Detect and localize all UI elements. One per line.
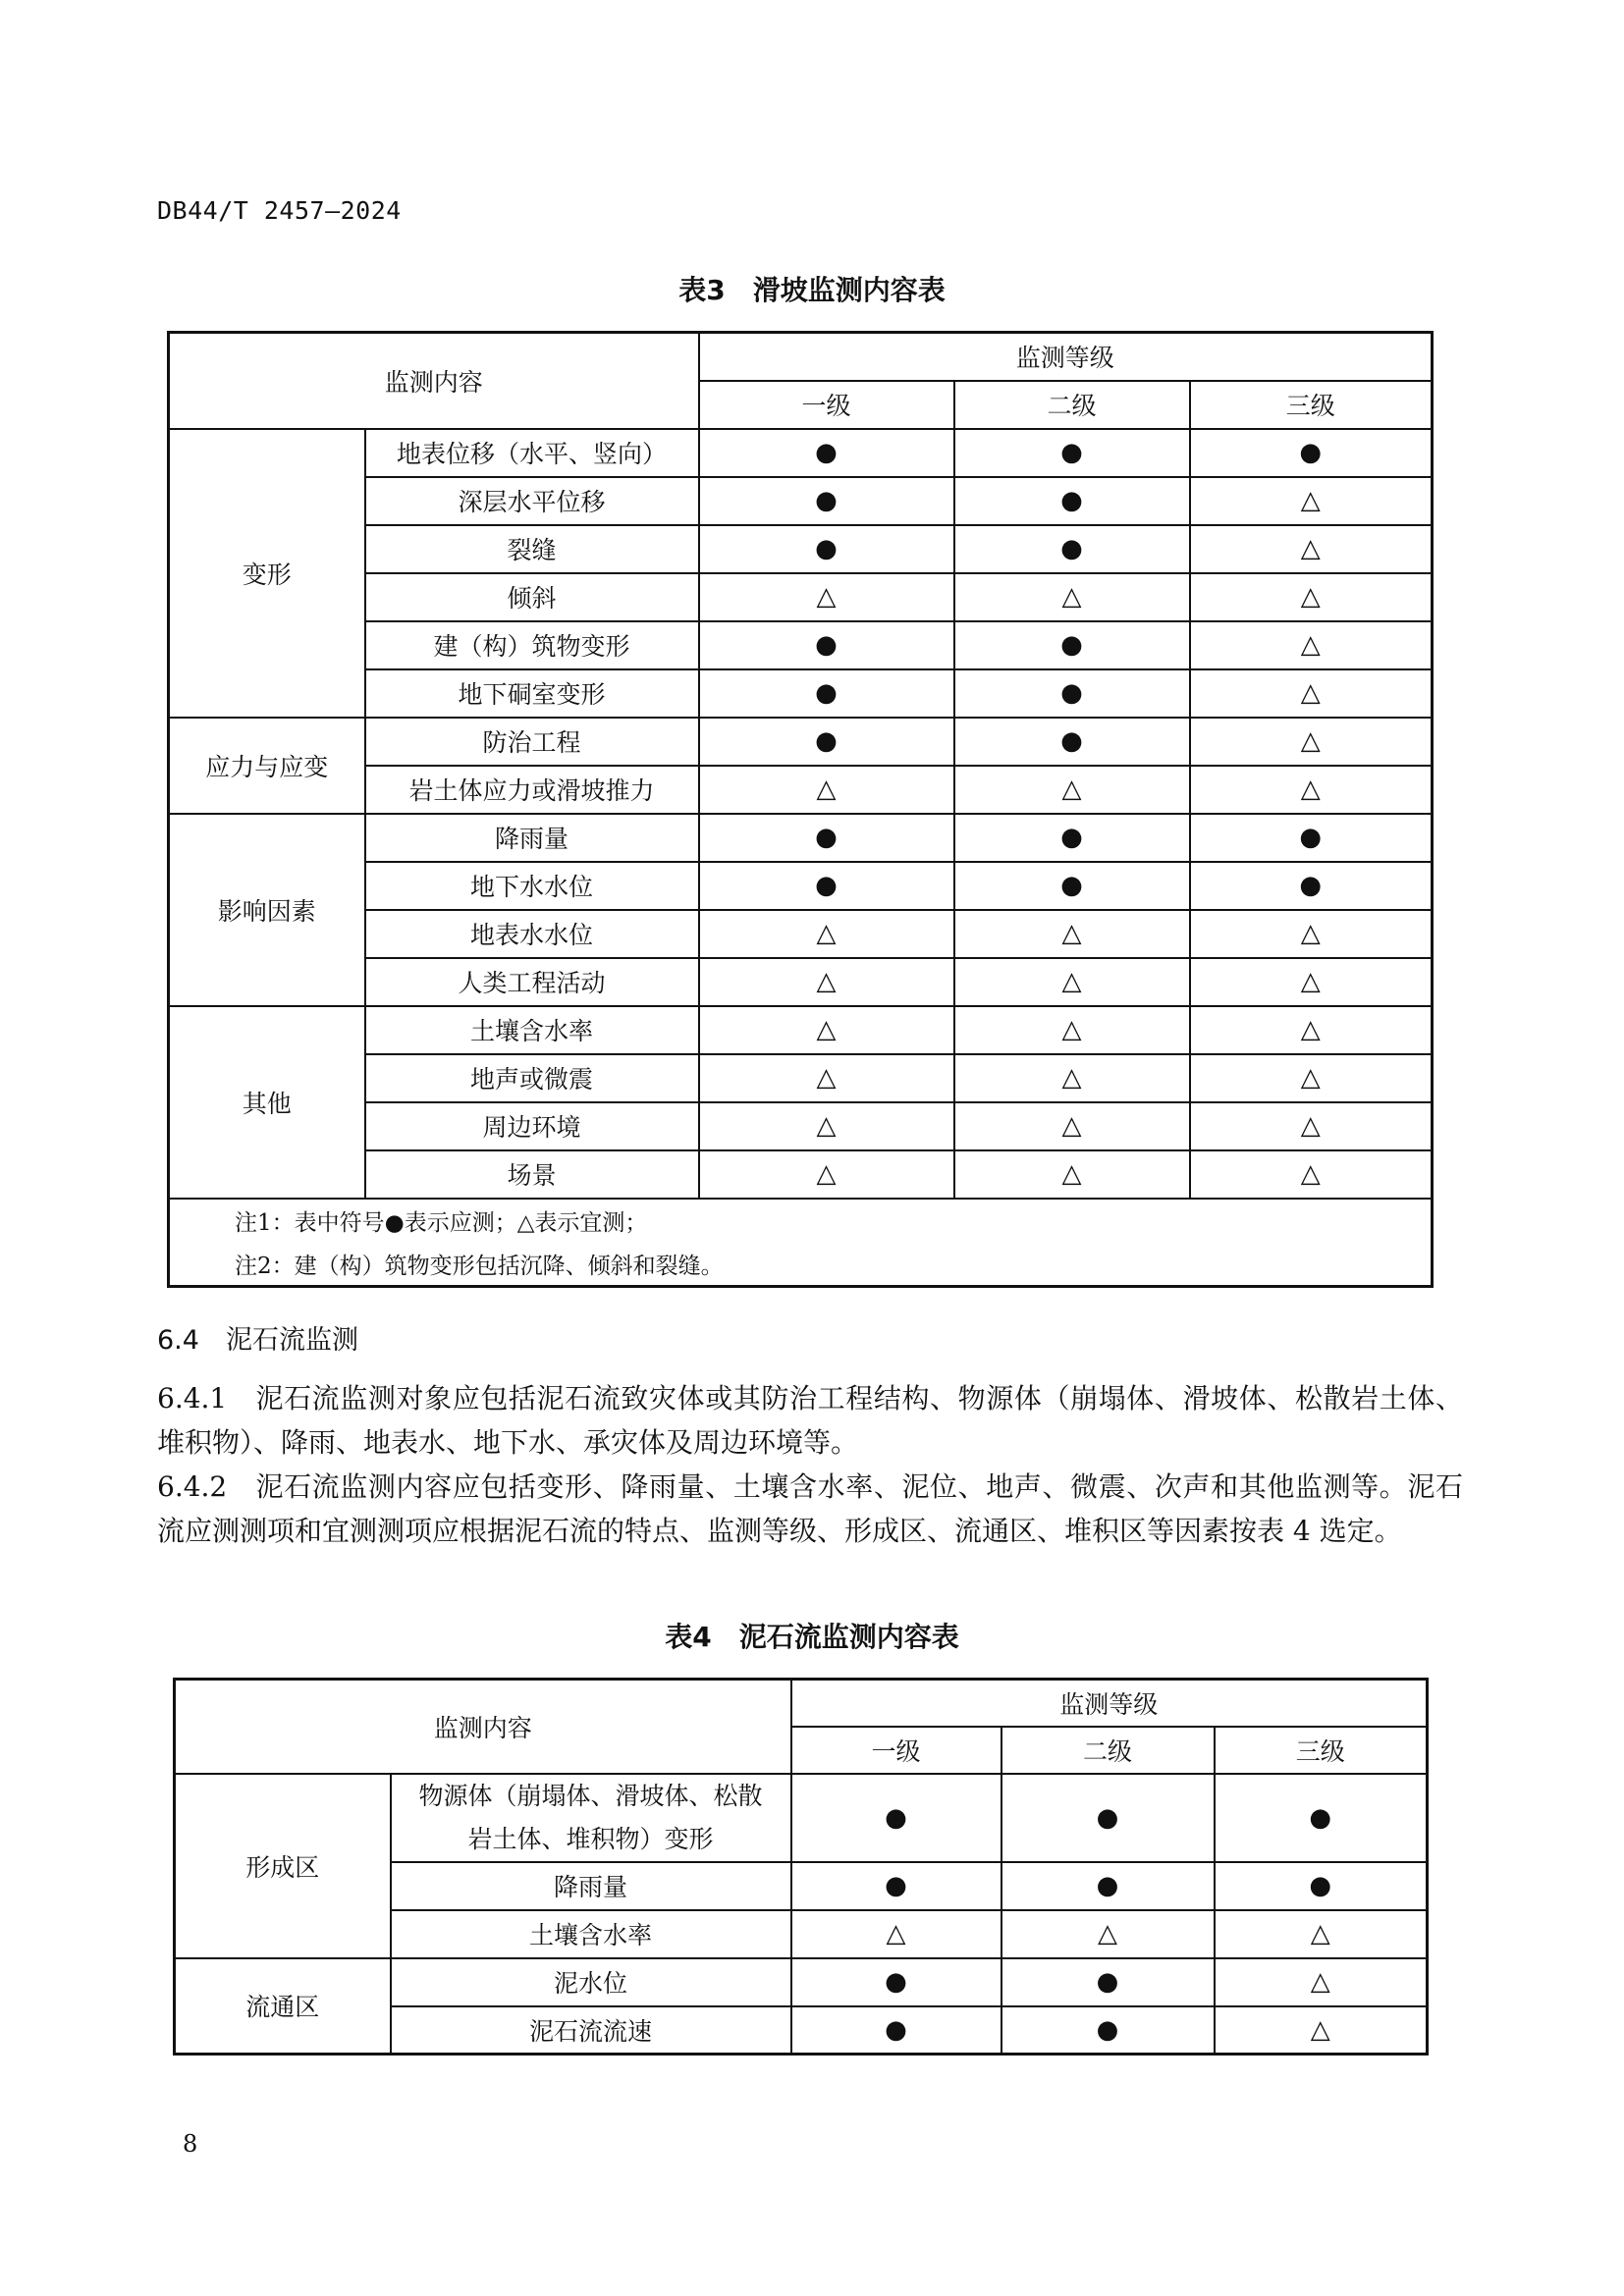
optional-mark: △ bbox=[1190, 525, 1433, 573]
required-mark: ● bbox=[699, 621, 954, 669]
optional-mark: △ bbox=[699, 573, 954, 621]
optional-mark: △ bbox=[1001, 1910, 1215, 1958]
optional-mark: △ bbox=[954, 1006, 1190, 1054]
header-monitoring-content: 监测内容 bbox=[169, 333, 699, 429]
optional-mark: △ bbox=[699, 1006, 954, 1054]
optional-mark: △ bbox=[954, 766, 1190, 814]
required-mark: ● bbox=[699, 429, 954, 477]
item-label: 倾斜 bbox=[365, 573, 699, 621]
item-label: 土壤含水率 bbox=[365, 1006, 699, 1054]
item-label: 防治工程 bbox=[365, 718, 699, 766]
header-row bbox=[169, 333, 1433, 381]
optional-mark: △ bbox=[699, 1054, 954, 1102]
item-label: 泥水位 bbox=[391, 1958, 791, 2006]
group-label: 应力与应变 bbox=[169, 718, 365, 814]
optional-mark: △ bbox=[954, 573, 1190, 621]
item-label: 降雨量 bbox=[391, 1862, 791, 1910]
item-label: 地下硐室变形 bbox=[365, 669, 699, 718]
required-mark: ● bbox=[1001, 1774, 1215, 1862]
header-level-1: 一级 bbox=[699, 381, 954, 429]
optional-mark: △ bbox=[1190, 958, 1433, 1006]
header-monitoring-level: 监测等级 bbox=[791, 1680, 1428, 1727]
section-heading-6-4: 6.4 泥石流监测 bbox=[157, 1325, 358, 1356]
required-mark: ● bbox=[1190, 862, 1433, 910]
required-mark: ● bbox=[954, 429, 1190, 477]
table-note: 注2：建（构）筑物变形包括沉降、倾斜和裂缝。 bbox=[169, 1243, 1433, 1287]
required-mark: ● bbox=[791, 1774, 1001, 1862]
item-label: 地下水水位 bbox=[365, 862, 699, 910]
optional-mark: △ bbox=[1215, 1958, 1428, 2006]
optional-mark: △ bbox=[1190, 477, 1433, 525]
header-level-3: 三级 bbox=[1190, 381, 1433, 429]
optional-mark: △ bbox=[1190, 1150, 1433, 1199]
optional-mark: △ bbox=[699, 910, 954, 958]
required-mark: ● bbox=[699, 669, 954, 718]
table3-caption: 表3 滑坡监测内容表 bbox=[678, 274, 946, 306]
required-mark: ● bbox=[954, 718, 1190, 766]
table-row bbox=[175, 1774, 1428, 1862]
optional-mark: △ bbox=[791, 1910, 1001, 1958]
item-label: 地表水水位 bbox=[365, 910, 699, 958]
required-mark: ● bbox=[699, 718, 954, 766]
item-label: 地声或微震 bbox=[365, 1054, 699, 1102]
group-label: 变形 bbox=[169, 429, 365, 718]
optional-mark: △ bbox=[1190, 766, 1433, 814]
required-mark: ● bbox=[954, 862, 1190, 910]
group-label: 影响因素 bbox=[169, 814, 365, 1006]
optional-mark: △ bbox=[1190, 1102, 1433, 1150]
document-id: DB44/T 2457—2024 bbox=[157, 196, 402, 225]
table-row bbox=[175, 1958, 1428, 2006]
required-mark: ● bbox=[699, 477, 954, 525]
optional-mark: △ bbox=[954, 958, 1190, 1006]
optional-mark: △ bbox=[1215, 2006, 1428, 2055]
required-mark: ● bbox=[954, 621, 1190, 669]
table-row bbox=[169, 718, 1433, 766]
page-number: 8 bbox=[183, 2130, 198, 2158]
table-row bbox=[169, 814, 1433, 862]
paragraph-6-4-2: 6.4.2 泥石流监测内容应包括变形、降雨量、土壤含水率、泥位、地声、微震、次声和其他监测等。泥石流应测测项和宜测测项应根据泥石流的特点、监测等级、形成区、流通区、堆积区等因素按表 4 选定。 bbox=[157, 1470, 1463, 1547]
header-monitoring-content: 监测内容 bbox=[175, 1680, 791, 1774]
optional-mark: △ bbox=[954, 1102, 1190, 1150]
item-label: 土壤含水率 bbox=[391, 1910, 791, 1958]
notes-row bbox=[169, 1243, 1433, 1287]
notes-row bbox=[169, 1199, 1433, 1243]
required-mark: ● bbox=[791, 2006, 1001, 2055]
required-mark: ● bbox=[699, 862, 954, 910]
group-label: 其他 bbox=[169, 1006, 365, 1199]
item-label: 地表位移（水平、竖向） bbox=[365, 429, 699, 477]
optional-mark: △ bbox=[699, 1102, 954, 1150]
required-mark: ● bbox=[1215, 1862, 1428, 1910]
group-label: 形成区 bbox=[175, 1774, 391, 1958]
table4-caption: 表4 泥石流监测内容表 bbox=[665, 1621, 959, 1653]
required-mark: ● bbox=[954, 525, 1190, 573]
optional-mark: △ bbox=[699, 766, 954, 814]
required-mark: ● bbox=[954, 814, 1190, 862]
required-mark: ● bbox=[954, 477, 1190, 525]
table-note: 注1：表中符号●表示应测；△表示宜测； bbox=[169, 1199, 1433, 1243]
item-label: 建（构）筑物变形 bbox=[365, 621, 699, 669]
item-label: 降雨量 bbox=[365, 814, 699, 862]
header-level-2: 二级 bbox=[1001, 1727, 1215, 1774]
required-mark: ● bbox=[1190, 429, 1433, 477]
header-row bbox=[175, 1680, 1428, 1727]
header-level-1: 一级 bbox=[791, 1727, 1001, 1774]
header-level-3: 三级 bbox=[1215, 1727, 1428, 1774]
item-label: 场景 bbox=[365, 1150, 699, 1199]
optional-mark: △ bbox=[1190, 910, 1433, 958]
item-label: 岩土体应力或滑坡推力 bbox=[365, 766, 699, 814]
item-label: 深层水平位移 bbox=[365, 477, 699, 525]
table-row bbox=[169, 1006, 1433, 1054]
optional-mark: △ bbox=[1190, 573, 1433, 621]
required-mark: ● bbox=[1001, 1862, 1215, 1910]
group-label: 流通区 bbox=[175, 1958, 391, 2055]
optional-mark: △ bbox=[1190, 1054, 1433, 1102]
table3-landslide-monitoring bbox=[167, 331, 1434, 1288]
optional-mark: △ bbox=[1215, 1910, 1428, 1958]
required-mark: ● bbox=[791, 1958, 1001, 2006]
item-label: 周边环境 bbox=[365, 1102, 699, 1150]
item-label: 物源体（崩塌体、滑坡体、松散岩土体、堆积物）变形 bbox=[391, 1774, 791, 1862]
header-monitoring-level: 监测等级 bbox=[699, 333, 1433, 381]
header-level-2: 二级 bbox=[954, 381, 1190, 429]
optional-mark: △ bbox=[954, 1054, 1190, 1102]
optional-mark: △ bbox=[699, 958, 954, 1006]
table-row bbox=[169, 429, 1433, 477]
optional-mark: △ bbox=[1190, 718, 1433, 766]
optional-mark: △ bbox=[1190, 669, 1433, 718]
required-mark: ● bbox=[1190, 814, 1433, 862]
required-mark: ● bbox=[954, 669, 1190, 718]
item-label: 泥石流流速 bbox=[391, 2006, 791, 2055]
optional-mark: △ bbox=[1190, 1006, 1433, 1054]
item-label: 裂缝 bbox=[365, 525, 699, 573]
paragraph-6-4-1: 6.4.1 泥石流监测对象应包括泥石流致灾体或其防治工程结构、物源体（崩塌体、滑坡体、松散岩土体、堆积物）、降雨、地表水、地下水、承灾体及周边环境等。 bbox=[157, 1382, 1463, 1459]
optional-mark: △ bbox=[954, 910, 1190, 958]
required-mark: ● bbox=[1001, 2006, 1215, 2055]
table4-debris-flow-monitoring bbox=[173, 1678, 1429, 2056]
optional-mark: △ bbox=[699, 1150, 954, 1199]
required-mark: ● bbox=[791, 1862, 1001, 1910]
required-mark: ● bbox=[699, 814, 954, 862]
required-mark: ● bbox=[699, 525, 954, 573]
optional-mark: △ bbox=[954, 1150, 1190, 1199]
required-mark: ● bbox=[1215, 1774, 1428, 1862]
required-mark: ● bbox=[1001, 1958, 1215, 2006]
optional-mark: △ bbox=[1190, 621, 1433, 669]
item-label: 人类工程活动 bbox=[365, 958, 699, 1006]
